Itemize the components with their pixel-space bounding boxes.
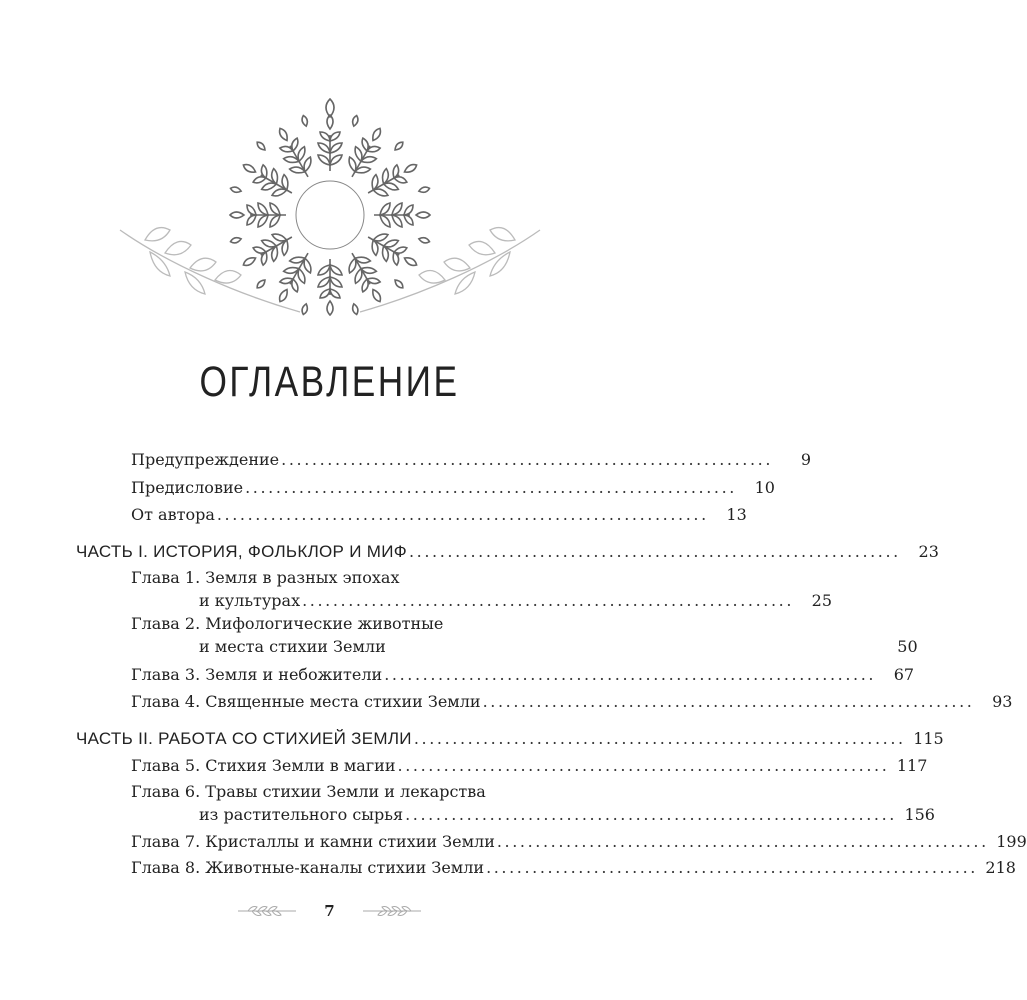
chapter-title: Земля в разных эпохах [205, 568, 400, 587]
toc-entry[interactable] [131, 476, 775, 500]
toc-entry[interactable] [131, 503, 747, 527]
leader-dots: ................................................................ [281, 450, 774, 469]
chapter-number: Глава 1. [131, 568, 201, 587]
toc-entry-label: От автора [131, 505, 215, 524]
chapter-title: Животные-каналы стихии Земли [205, 858, 485, 877]
leader-dots: ................................................................ [397, 756, 890, 775]
toc-chapter-8[interactable] [131, 856, 1016, 880]
toc-part-label: ЧАСТЬ I. ИСТОРИЯ, ФОЛЬКЛОР И МИФ [76, 542, 407, 561]
toc-part-2[interactable] [76, 727, 944, 751]
toc-entry-page: 13 [726, 505, 747, 524]
toc-chapter-1-line2[interactable] [199, 589, 833, 613]
leader-dots: ................................................................ [302, 591, 795, 610]
leader-dots: ................................................................ [384, 665, 877, 684]
toc-entry-page: 93 [992, 692, 1013, 711]
chapter-number: Глава 2. [131, 614, 201, 633]
toc-entry-page: 117 [896, 756, 928, 775]
chapter-title-cont: и места стихии Земли [199, 637, 386, 656]
toc-chapter-1-line1[interactable] [131, 566, 551, 590]
leader-dots: ................................................................ [408, 542, 901, 561]
toc-entry[interactable] [131, 448, 812, 472]
toc-chapter-5[interactable] [131, 754, 928, 778]
toc-entry-page: 25 [811, 591, 833, 610]
toc-entry-label: Предупреждение [131, 450, 280, 469]
toc-entry-page: 9 [800, 450, 812, 469]
toc-chapter-4[interactable] [131, 690, 1013, 714]
toc-entry-page: 156 [904, 805, 935, 824]
leader-dots: ................................................................ [496, 832, 989, 851]
chapter-title-cont: из растительного сырья [199, 805, 404, 824]
chapter-title: Травы стихии Земли и лекарства [205, 782, 486, 801]
chapter-title-cont: и культурах [199, 591, 301, 610]
toc-entry-page: 199 [996, 832, 1027, 851]
toc-chapter-2-line1[interactable] [131, 612, 551, 636]
toc-chapter-7[interactable] [131, 830, 1027, 854]
chapter-number: Глава 3. [131, 665, 201, 684]
toc-entry-label: Предисловие [131, 478, 244, 497]
leader-dots: ................................................................ [216, 505, 709, 524]
toc-chapter-6-line1[interactable] [131, 780, 551, 804]
leader-dots [388, 635, 880, 659]
leader-dots: ................................................................ [482, 692, 975, 711]
toc-entry-page: 23 [918, 542, 939, 561]
leader-dots: ................................................................ [486, 858, 978, 877]
toc-entry-page: 67 [893, 665, 915, 684]
chapter-title: Стихия Земли в магии [205, 756, 396, 775]
chapter-title: Кристаллы и камни стихии Земли [205, 832, 495, 851]
page-number: 7 [324, 902, 335, 920]
chapter-title: Земля и небожители [205, 665, 383, 684]
toc-entry-page: 115 [913, 729, 944, 748]
chapter-number: Глава 5. [131, 756, 201, 775]
toc-entry-page: 10 [754, 478, 775, 497]
chapter-number: Глава 7. [131, 832, 201, 851]
toc-entry-page: 218 [985, 858, 1016, 877]
chapter-number: Глава 4. [131, 692, 201, 711]
leader-dots: ................................................................ [413, 729, 906, 748]
toc-chapter-3[interactable] [131, 663, 915, 687]
mandala-ornament [90, 90, 570, 360]
toc-chapter-6-line2[interactable] [199, 803, 935, 827]
chapter-title: Священные места стихии Земли [205, 692, 481, 711]
chapter-title: Мифологические животные [205, 614, 444, 633]
toc-chapter-2-line2[interactable] [199, 635, 918, 659]
chapter-number: Глава 6. [131, 782, 201, 801]
page-title: ОГЛАВЛЕНИЕ [199, 358, 460, 406]
toc-part-1[interactable] [76, 540, 939, 564]
chapter-number: Глава 8. [131, 858, 201, 877]
toc-entry-page: 50 [897, 637, 918, 656]
leader-dots: ................................................................ [405, 805, 897, 824]
leader-dots: ................................................................ [245, 478, 737, 497]
toc-part-label: ЧАСТЬ II. РАБОТА СО СТИХИЕЙ ЗЕМЛИ [76, 729, 412, 748]
